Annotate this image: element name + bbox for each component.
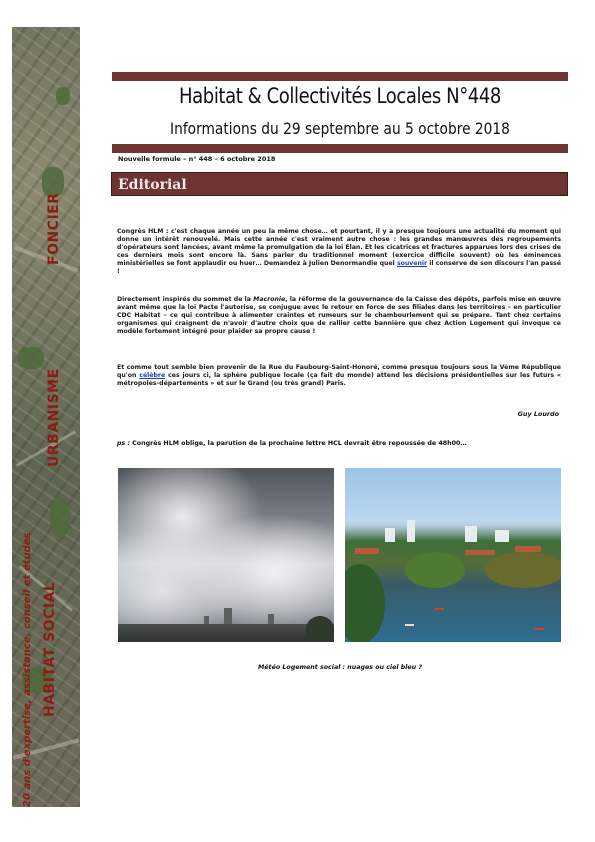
paragraph-1-end: il conserve de son discours l'an passé ! [117,260,562,276]
paragraph-3-start: Et comme tout semble bien provenir de la Rue du Faubourg-Saint-Honoré, comme presque toujours sous la Vème République qu'on [117,364,561,380]
sidebar-tagline: 20 ans d'expertise, assistance, conseil et études [22,532,33,807]
paragraph-3-rest: ces jours ci, la sphère publique locale (ça fait du monde) attend les décisions présidentielles sur les futurs « métropoles-départements » et sur le Grand (ou très grand) Paris. [117,372,561,388]
header-top-rule [112,72,568,81]
cloudy-sky-photo [118,468,334,642]
photo-caption: Météo Logement social : nuages ou ciel bleu ? [258,664,422,671]
paragraph-2 [117,296,561,336]
souvenir-link[interactable]: souvenir [396,260,428,268]
postscript [117,440,467,447]
sidebar-label-foncier: FONCIER [46,192,62,265]
section-title: Editorial [118,177,187,193]
paragraph-2-rest: , la réforme de la gouvernance de la Caisse des dépôts, parfois mise en œuvre avant même que la loi Pacte l'autorise, se conjugue avec le retour en force de ses filiales dans les territoires – en particulier CDC Habitat – ce qui contribue à alimenter craintes et rumeurs sur le chambourlement qui se prépare. Tant chez certains organismes qui craignent de n'avoir d'autre choix que de rallier cette bannière que chez Action Logement qui invoque ce modèle fortement intégré pour plaider sa propre cause ! [117,296,561,336]
paragraph-3 [117,364,561,388]
postscript-text: Congrès HLM oblige, la parution de la prochaine lettre HCL devrait être repoussée de 48h00… [132,440,467,447]
sidebar-aerial-image [12,27,80,807]
paragraph-2-emphasis: Macronie [253,296,286,303]
newsletter-subtitle: Informations du 29 septembre au 5 octobre 2018 [170,119,510,138]
newsletter-title: Habitat & Collectivités Locales N°448 [179,84,501,108]
author-signature: Guy Lourdo [517,410,559,418]
postscript-label: ps : [117,440,130,447]
edition-line: Nouvelle formule – n° 448 – 6 octobre 2018 [118,155,276,163]
sidebar-label-urbanisme: URBANISME [46,368,62,467]
celebre-link[interactable]: célèbre [139,372,166,380]
header-bottom-rule [112,144,568,153]
paragraph-1-text: Congrès HLM : c'est chaque année un peu la même chose… et pourtant, il y a presque toujours une actualité du moment qui donne un intérêt renouvelé. Mais cette année c'est vraiment autre chose : les grandes manœuvres des regroupements d'opérateurs sont lancées, avant même la promulgation de la loi Elan. Et les cicatrices et fractures apparues lors des crises de ces derniers mois sont encore là. Sans parler du traditionnel moment (exercice difficile souvent) où les éminences ministérielles se font applaudir ou huer… Demandez à Julien Denormandie quel [117,228,561,268]
section-header-bar [111,172,568,196]
paragraph-2-start: Directement inspirés du sommet de la [117,296,251,303]
paragraph-1 [117,228,561,277]
sidebar-label-habitat-social: HABITAT SOCIAL [42,581,58,717]
river-blue-sky-photo [345,468,561,642]
